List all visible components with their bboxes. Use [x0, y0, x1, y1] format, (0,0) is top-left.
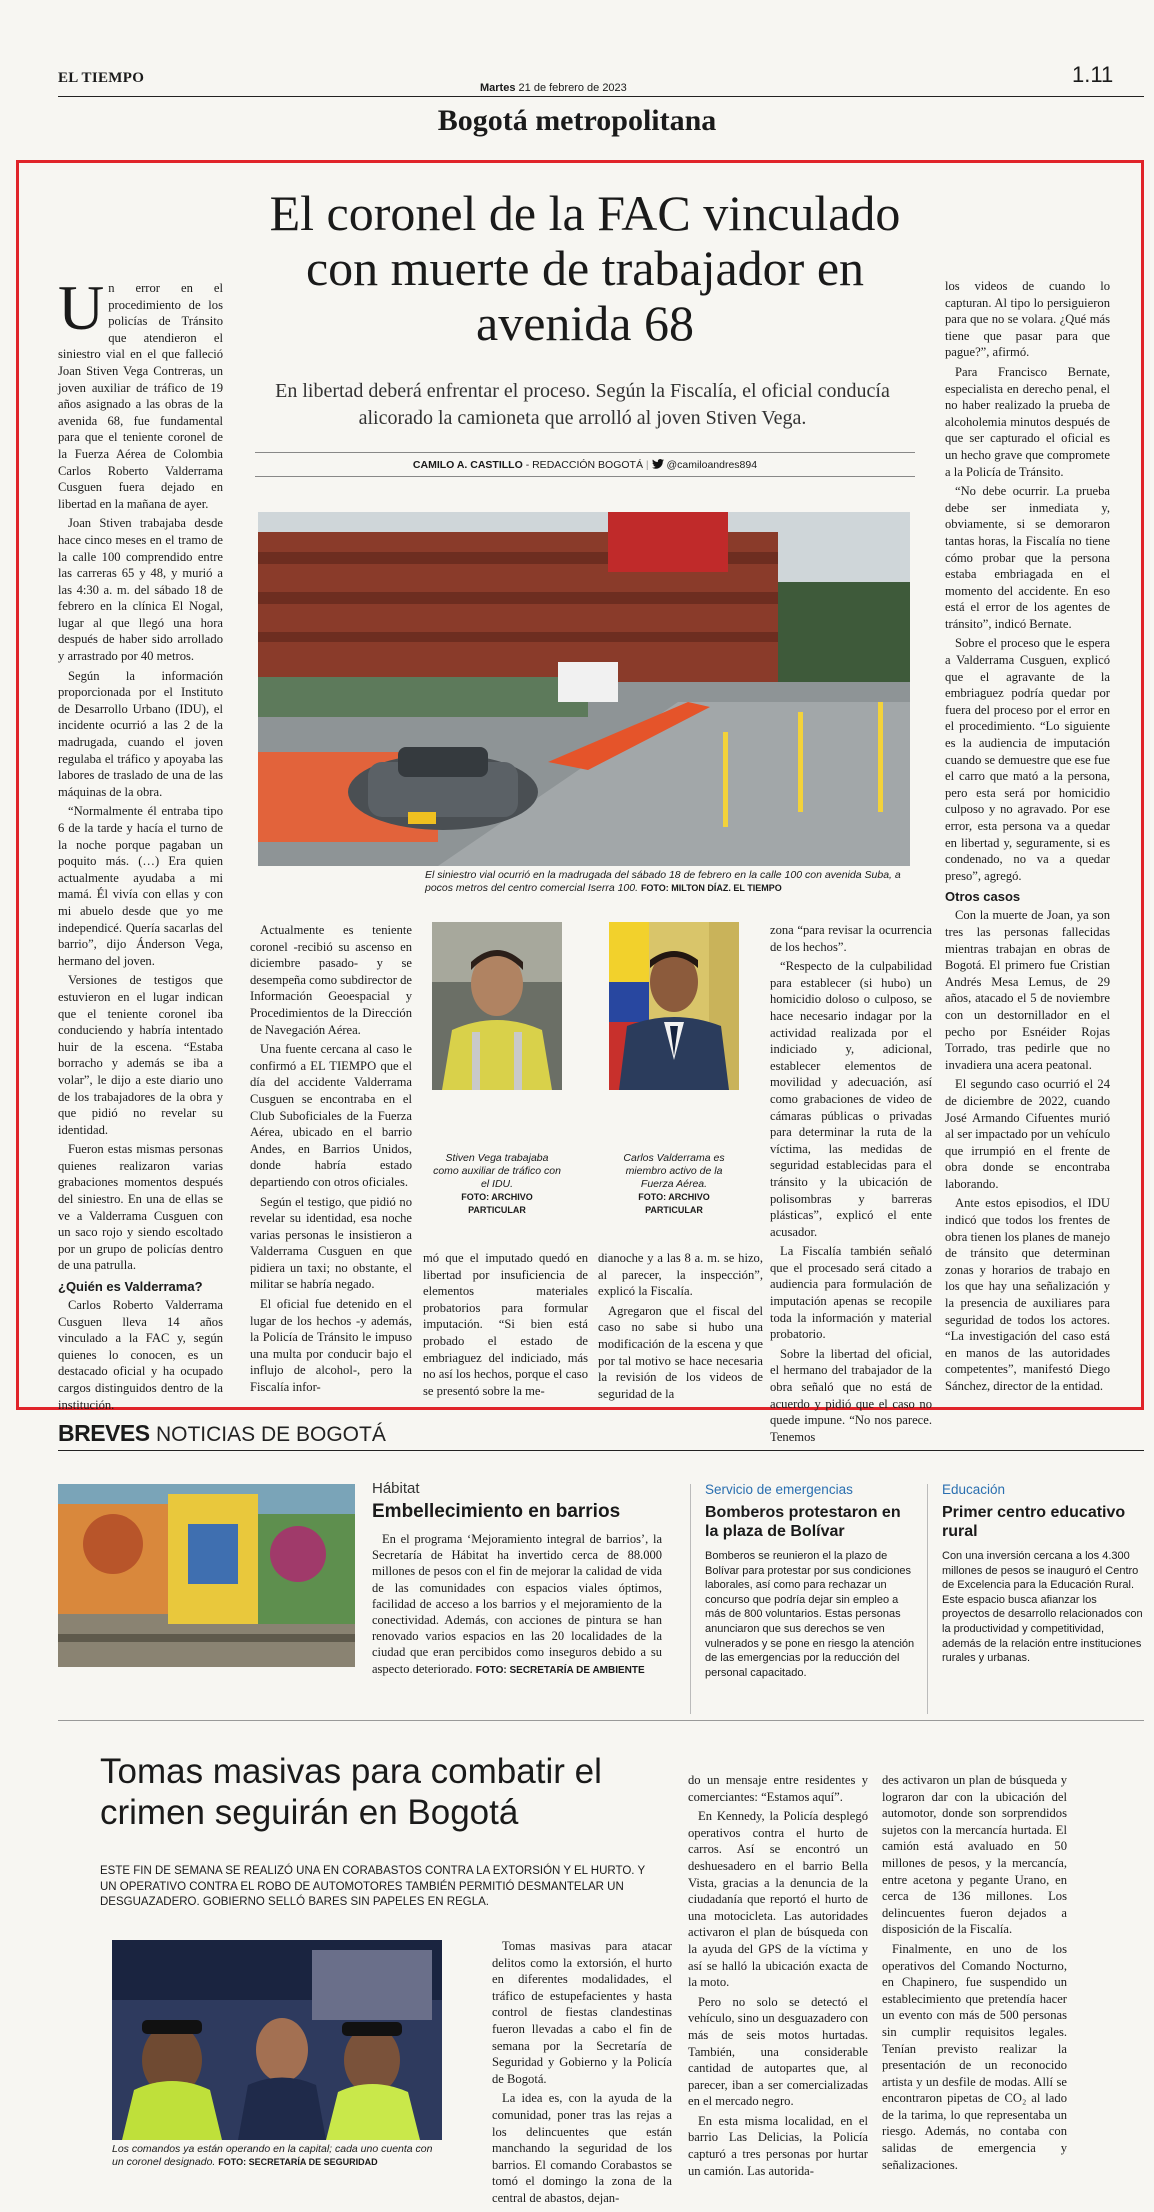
portrait-valderrama [609, 922, 739, 1090]
col1-paragraph: “Normalmente él entraba tipo 6 de la tarde y hacía el turno de la noche porque pagaban un poquito más. (…) Era quien actualmente ayudaba a mi mamá. Él vivía con ellas y con mi abuelo desde que yo me independicé. Quería sacarlas del barrio”, dijo Ánderson Vega, hermano del joven. [58, 804, 223, 968]
main-col-2 [250, 922, 412, 1397]
byline-rule-bottom [255, 476, 915, 477]
main-photo-caption [425, 869, 910, 895]
portrait-stiven [432, 922, 562, 1090]
col3-paragraph: mó que el imputado quedó en libertad por insuficiencia de elementos materiales probatorios para formular imputación. “Si bien está probado el estado de embriaguez del indiciado, más no así los hechos, porque el caso se presentó sobre la me- [423, 1251, 588, 1398]
col6-paragraph: Ante estos episodios, el IDU indicó que todos los frentes de obra tienen los planes de manejo de tránsito que determinan zonas y horarios de trabajo en los que hay una señalización y la presencia de auxiliares para seguridad de todos los actores. “La investigación del caso está en manos de las autoridades competentes”, manifestó Diego Sánchez, director de la entidad. [945, 1196, 1110, 1393]
portrait-stiven-caption [432, 1152, 562, 1217]
masthead-logo: EL TIEMPO [58, 70, 145, 86]
col2-paragraph: Actualmente es teniente coronel -recibió su ascenso en diciembre pasado- y se desempeña como subdirector de Información Geoespacial y Procedimientos de la Dirección de Navegación Aérea. [250, 923, 412, 1037]
masthead-date [480, 82, 627, 94]
col1-first-paragraph: n error en el procedimiento de los policías de Tránsito que atendieron el siniestro vial en el que falleció Joan Stiven Vega Contreras, un joven auxiliar de tráfico de 19 años asignado a las obras de la avenida 68, fue fundamental para que el teniente coronel de la Fuerza Aérea de Colombia Carlos Roberto Valderrama Cusguen fuera dejado en libertad en la mañana de ayer. [58, 281, 223, 511]
breves-label-bold: BREVES [58, 1420, 150, 1446]
main-col-1 [58, 272, 223, 1412]
habitat-text-body: En el programa ‘Mejoramiento integral de barrios’, la Secretaría de Hábitat ha invertido cerca de 88.000 millones de pesos con el fin de mejorar la calidad de vida de las comunidades con espacios viales óptimos, facilidad de acceso a los barrios y el mejoramiento de la conectividad. Además, con acciones de pintura se han renovado varios espacios en las 20 localidades de la ciudad que eran percibidos como inseguros debido a su aspecto deteriorado. [372, 1532, 662, 1676]
col5-paragraph: zona “para revisar la ocurrencia de los hechos”. [770, 923, 932, 954]
col4-paragraph: dianoche y a las 8 a. m. se hizo, al parecer, la inspección”, explicó la Fiscalía. [598, 1251, 763, 1299]
portrait-valderrama-caption [609, 1152, 739, 1217]
portrait-stiven-credit: FOTO: ARCHIVO PARTICULAR [461, 1192, 533, 1215]
portrait-valderrama-credit: FOTO: ARCHIVO PARTICULAR [638, 1192, 710, 1215]
educacion-text: Con una inversión cercana a los 4.300 millones de pesos se inauguró el Centro de Excelencia para la Educación Rural. Este espacio busca afianzar los proyectos de desarrollo relacionados con la productividad y competitividad, además de la relación entre instituciones rurales y urbanas. [942, 1550, 1143, 1665]
col6-paragraph: El segundo caso ocurrió el 24 de diciembre de 2022, cuando José Armando Cifuentes murió al ser impactado por un vehículo que irrumpió en el frente de obra donde se encontraba laborando. [945, 1077, 1110, 1191]
emergencias-text: Bomberos se reunieron el la plazo de Bolívar para protestar por sus condiciones laborales, así como para rechazar un concurso que podría dejar sin empleo a más de 800 voluntarios. Estas personas anunciaron que sus derechos se ven vulnerados y se pone en riesgo la atención de las emergencias por la reducción del personal capacitado. [705, 1550, 915, 1679]
page-number: 1.11 [1072, 62, 1114, 87]
col4-paragraph: Agregaron que el fiscal del caso no sabe si hubo una modificación de la escena y que por tal motivo se hace necesaria la revisión de los videos de seguridad de la [598, 1303, 763, 1401]
col2-paragraph: Según el testigo, que pidió no revelar su identidad, esa noche varias personas le insistieron a Valderrama Cusguen en que pidiera un taxi; no obstante, el militar se habría negado. [250, 1194, 412, 1292]
section-title: Bogotá metropolitana [437, 104, 717, 137]
col6-paragraph: Sobre el proceso que le espera a Valderrama Cusguen, explicó que el agravante de la embriaguez podría quedar por fuera del proceso por el error en el procedimiento. “Lo siguiente es la audiencia de imputación cuando se demuestre que ese fue el carro que mató a la persona, pero esta será por homicidio culposo y no agravado. Por ese error, esta persona va a quedar en libertad y, seguramente, si es condenado, no va a quedar preso”, agregó. [945, 636, 1110, 883]
breves-educacion [942, 1482, 1144, 1666]
emergencias-kicker: Servicio de emergencias [705, 1482, 853, 1497]
main-col-4 [598, 1250, 763, 1400]
second-col1-paragraph: Tomas masivas para atacar delitos como la extorsión, el hurto en diferentes modalidades, el tráfico de estupefacientes y hasta control de fiestas clandestinas fueron llevadas a cabo el fin de semana por la Secretaría de Seguridad y Gobierno y la Policía de Bogotá. [492, 1939, 672, 2086]
second-col2-paragraph: do un mensaje entre residentes y comerciantes: “Estamos aquí”. [688, 1773, 868, 1804]
col5-paragraph: Sobre la libertad del oficial, el hermano del trabajador de la obra señaló que no está de acuerdo y pidió que el caso no quede impune. “No nos parece. Tenemos [770, 1346, 932, 1444]
breves-habitat-photo [58, 1484, 355, 1667]
second-col2-paragraph: Pero no solo se detectó el vehículo, sino un desguazadero con más de seis motos hurtadas. También, una considerable cantidad de autopartes que, al parecer, iban a ser comercializadas en el mercado negro. [688, 1994, 868, 2109]
habitat-text [372, 1531, 662, 1679]
second-col1-paragraph: La idea es, con la ayuda de la comunidad, poner tras las rejas a los delincuentes que están manchando la seguridad de los barrios. El comando Corabastos se tomó el domingo la zona de la central de abastos, dejan- [492, 2091, 672, 2205]
habitat-kicker: Hábitat [372, 1480, 420, 1497]
breves-habitat [372, 1480, 662, 1682]
breves-rule [58, 1450, 1144, 1451]
main-headline: El coronel de la FAC vinculado con muerte de trabajador en avenida 68 [269, 185, 901, 351]
second-col3-paragraph: Finalmente, en uno de los operativos del Comando Nocturno, en Chapinero, fue suspendido un establecimiento que pretendía hacer un evento con más de 500 personas sin cumplir requisitos legales. Tenían previsto realizar la presentación de un reconocido artista y un desfile de modas. Allí se encontraron pipetas de CO₂ al lado de la tarima, lo que representaba un riesgo. Además, no contaba con salidas de emergencia y señalizaciones. [882, 1941, 1067, 2172]
main-deck: En libertad deberá enfrentar el proceso. Según la Fiscalía, el oficial conducía alicorado la camioneta que arrolló al joven Stiven Vega. [275, 380, 890, 429]
byline-desk: - REDACCIÓN BOGOTÁ [525, 459, 643, 471]
main-photo-caption-text: El siniestro vial ocurrió en la madrugada del sábado 18 de febrero en la calle 100 con avenida Suba, a pocos metros del centro comercial Iserra 100. [425, 869, 901, 894]
second-col2-paragraph: En esta misma localidad, en el barrio Las Delicias, la Policía capturó a tres personas por hurtar un camión. Las autorida- [688, 2113, 868, 2178]
twitter-icon [652, 459, 664, 469]
portrait-stiven-caption-text: Stiven Vega trabajaba como auxiliar de tráfico con el IDU. [433, 1152, 561, 1190]
byline-rule-top [255, 452, 915, 453]
col6-paragraph: Con la muerte de Joan, ya son tres las personas fallecidas mientras trabajan en obras de Bogotá. El primero fue Cristian Andrés Mesa Lemus, de 29 años, atacado el 5 de noviembre con un destornillador en el pecho por Esnéider Rojas Torrado, tras pedirle que no invadiera una acera peatonal. [945, 908, 1110, 1072]
byline-name: CAMILO A. CASTILLO [412, 459, 523, 471]
date-weekday: Martes [480, 82, 516, 94]
second-headline: Tomas masivas para combatir el crimen seguirán en Bogotá [100, 1752, 602, 1832]
col1-paragraph: Joan Stiven trabajaba desde hace cinco meses en el tramo de la calle 100 comprendido entre las carreras 65 y 48, y murió a las 4:30 a. m. del sábado 18 de febrero en la clínica El Nogal, lugar al que llegó una hora después de haber sido arrollado y arrastrado por 40 metros. [58, 516, 223, 664]
col5-paragraph: La Fiscalía también señaló que el procesado será citado a audiencia para formulación de imputación apenas se recopile toda la información y material probatorio. [770, 1244, 932, 1342]
subhead-quien-es: ¿Quién es Valderrama? [58, 1279, 203, 1295]
second-photo-caption [112, 2143, 442, 2169]
col5-paragraph: “Respecto de la culpabilidad para establecer (si hubo) un homicidio doloso o culposo, se hace necesario indagar por la actividad realizada por el indiciado y, adicional, establecer elementos de movilidad y adecuación, así como grabaciones de video de cámaras públicas o privadas para determinar la ruta de la víctima, las medidas de seguridad establecidas para el tránsito y la ubicación de polisombras y barreras plásticas”, explicó el ente acusador. [770, 959, 932, 1239]
breves-divider [927, 1484, 928, 1714]
col2-paragraph: El oficial fue detenido en el lugar de los hechos -y además, la Policía de Tránsito le impuso una multa por conducir bajo el influjo de alcohol-, pero la Fiscalía infor- [250, 1297, 412, 1395]
emergencias-title: Bomberos protestaron en la plaza de Bolívar [705, 1504, 901, 1540]
habitat-credit: FOTO: SECRETARÍA DE AMBIENTE [475, 1664, 645, 1676]
second-col-3 [882, 1772, 1067, 2204]
date-text: 21 de febrero de 2023 [518, 82, 627, 94]
col1-paragraph: Versiones de testigos que estuvieron en el lugar indican que el teniente coronel iba conduciendo y habría intentado huir de la escena. “Estaba borracho y además se iba a volar”, le dijo a este diario uno de los trabajadores de la obra y que pidió no revelar su identidad. [58, 973, 223, 1137]
col1-paragraph: Carlos Roberto Valderrama Cusguen lleva 14 años vinculado a la FAC y, según quienes lo conocen, es un destacado oficial y ha ocupado cargos distinguidos dentro de la institución. [58, 1298, 223, 1412]
col6-paragraph: “No debe ocurrir. La prueba debe ser inmediata y, obviamente, si se demoraron tantas horas, la Fiscalía no tiene cómo probar que la persona estaba embriagada en el momento del accidente. En eso está el error de los agentes de tránsito”, indicó Bernate. [945, 484, 1110, 631]
educacion-title: Primer centro educativo rural [942, 1504, 1126, 1540]
col1-paragraph: Según la información proporcionada por el Instituto de Desarrollo Urbano (IDU), el incidente ocurrió a las 2 de la madrugada, cuando el joven regulaba el tráfico y apoyaba las labores de traslado de una de las máquinas de la obra. [58, 668, 223, 799]
second-col3-paragraph: des activaron un plan de búsqueda y lograron dar con la ubicación del automotor, donde son sorprendidos sujetos con la mercancía hurtada. El camión está avaluado en 50 millones de pesos, y la mercancía, entre acetona y pegante Urano, en cerca de 136 millones. Los delincuentes fueron dejados a disposición de la Fiscalía. [882, 1773, 1067, 1937]
breves-label-light: NOTICIAS DE BOGOTÁ [155, 1423, 386, 1446]
main-col-3 [423, 1250, 588, 1400]
main-col-6 [945, 278, 1110, 1398]
col1-paragraph: Fueron estas mismas personas quienes realizaron varias grabaciones momentos después del siniestro. En una de ellas se ve a Valderrama Cusguen con un saco rojo y siendo escoltado por un grupo de policías dentro de una patrulla. [58, 1142, 223, 1273]
second-col-1 [492, 1938, 672, 2203]
masthead-rule [58, 96, 1144, 97]
main-col-5 [770, 922, 932, 1444]
subhead-otros-casos: Otros casos [945, 889, 1021, 905]
second-col-2 [688, 1772, 868, 2204]
second-col2-paragraph: En Kennedy, la Policía desplegó operativos contra el hurto de carros. Así se encontró un deshuesadero en el barrio Bella Vista, gracias a la denuncia de la ciudadanía que reportó el hurto de una motocicleta. Las autoridades activaron el plan de búsqueda con la ayuda del GPS de la víctima y así se halló la ubicación exacta de la moto. [688, 1809, 868, 1990]
main-photo [258, 512, 910, 866]
breves-label [58, 1420, 386, 1447]
main-photo-credit: FOTO: MILTON DÍAZ. EL TIEMPO [640, 883, 782, 893]
byline: CAMILO A. CASTILLO - REDACCIÓN BOGOTÁ | @camiloandres894 [412, 459, 758, 471]
col2-paragraph: Una fuente cercana al caso le confirmó a EL TIEMPO que el día del accidente Valderrama Cusguen se encontraba en el Club Suboficiales de la Fuerza Aérea, ubicado en el barrio Andes, en Barrios Unidos, donde habría estado departiendo con otros oficiales. [250, 1042, 412, 1189]
twitter-handle: @camiloandres894 [666, 459, 758, 471]
second-photo-credit: FOTO: SECRETARÍA DE SEGURIDAD [218, 2157, 378, 2167]
habitat-title: Embellecimiento en barrios [372, 1501, 621, 1522]
breves-divider [690, 1484, 691, 1714]
col6-paragraph: Para Francisco Bernate, especialista en derecho penal, el no haber realizado la prueba de alcoholemia minutos después de que ser capturado el oficial es un hecho grave que compromete a la Policía de Tránsito. [945, 364, 1110, 479]
breves-emergencias [705, 1482, 917, 1680]
educacion-kicker: Educación [942, 1482, 1006, 1497]
second-photo [112, 1940, 442, 2140]
dropcap: U [58, 272, 105, 343]
col6-paragraph: los videos de cuando lo capturan. Al tipo lo persiguieron para que no se volara. ¿Qué más tiene que pasar para que pague?”, afirmó. [945, 279, 1110, 360]
portrait-valderrama-caption-text: Carlos Valderrama es miembro activo de la Fuerza Aérea. [623, 1152, 725, 1190]
second-photo-caption-text: Los comandos ya están operando en la capital; cada uno cuenta con un coronel designado. [112, 2143, 433, 2168]
second-deck: ESTE FIN DE SEMANA SE REALIZÓ UNA EN CORABASTOS CONTRA LA EXTORSIÓN Y EL HURTO. Y UN OPERATIVO CONTRA EL ROBO DE AUTOMOTORES TAMBIÉN PERMITIÓ DESMANTELAR UN DESGUAZADERO. GOBIERNO SELLÓ BARES SIN PAPELES EN REGLA. [100, 1865, 645, 1909]
breves-bottom-rule [58, 1720, 1144, 1721]
